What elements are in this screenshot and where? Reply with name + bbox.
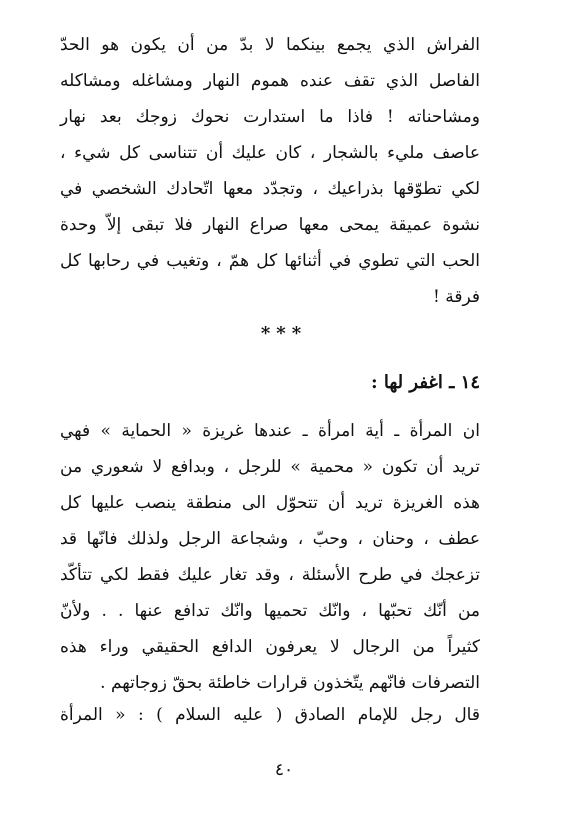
text-line: لكي تطوّقها بذراعيك ، وتجدّد معها اتّحادك الشخصي في: [60, 179, 480, 199]
text-line: كثيراً من الرجال لا يعرفون الدافع الحقيقي وراء هذه: [60, 637, 480, 657]
text-line: ومشاحناته ! فاذا ما استدارت نحوك زوجك بعد نهار: [60, 107, 480, 127]
section-heading: ١٤ ـ اغفر لها :: [370, 372, 480, 393]
text-line: من أنّك تحبّها ، وانّك تحميها وانّك تدافع عنها . . ولأنّ: [60, 601, 480, 621]
text-line: الفاصل الذي تقف عنده هموم النهار ومشاغله ومشاكله: [60, 71, 480, 91]
text-line: تزعجك في طرح الأسئلة ، وقد تغار عليك فقط لكي تتأكّد: [60, 565, 480, 585]
text-line: عطف ، وحنان ، وحبّ ، وشجاعة الرجل ولذلك فانّها قد: [60, 529, 480, 549]
paragraph-quote: [60, 697, 480, 733]
text-line: فرقة !: [433, 287, 480, 307]
text-line: الفراش الذي يجمع بينكما لا بدّ من أن يكون هو الحدّ: [60, 35, 480, 55]
paragraph-protection: [60, 413, 480, 701]
text-line: قال رجل للإمام الصادق ( عليه السلام ) : « المرأة: [60, 705, 480, 725]
text-line: الحب التي تطوي في أثنائها كل همّ ، وتغيب في رحابها كل: [60, 251, 480, 271]
text-line: التصرفات فانّهم يتّخذون قرارات خاطئة بحقّ زوجاتهم .: [100, 673, 480, 693]
page-number: ٤٠: [274, 760, 294, 780]
section-separator: ***: [260, 323, 308, 344]
paragraph-intimacy: [60, 27, 480, 315]
text-line: نشوة عميقة يمحى معها صراع النهار فلا تبقى إلاّ وحدة: [60, 215, 480, 235]
text-line: هذه الغريزة تريد أن تتحوّل الى منطقة ينصب عليها كل: [60, 493, 480, 513]
text-line: ان المرأة ـ أية امرأة ـ عندها غريزة « الحماية » فهي: [60, 421, 480, 441]
text-line: عاصف مليء بالشجار ، كان عليك أن تتناسى كل شيء ،: [60, 143, 480, 163]
text-line: تريد أن تكون « محمية » للرجل ، وبدافع لا شعوري من: [60, 457, 480, 477]
